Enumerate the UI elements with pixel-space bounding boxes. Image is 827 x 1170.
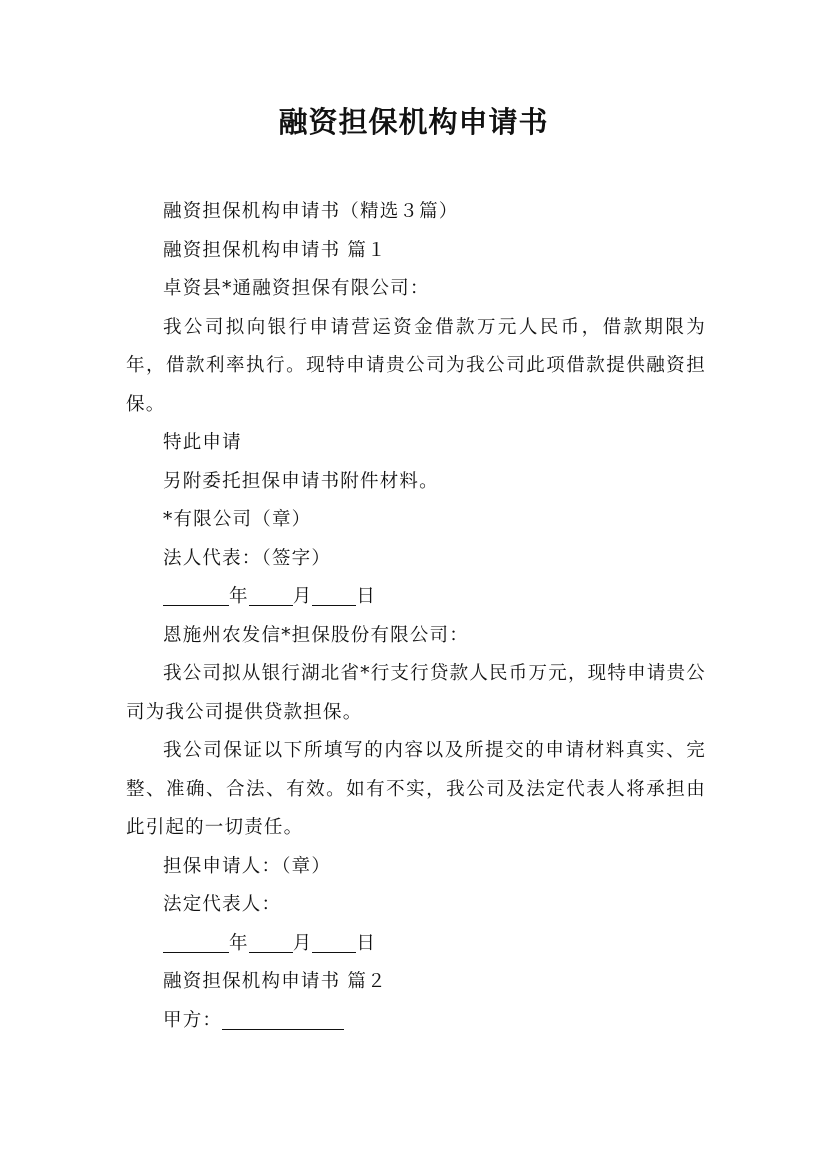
month-blank [249, 583, 293, 606]
letter1-closing: 特此申请 [163, 432, 242, 453]
letter1-company-seal: *有限公司（章） [163, 509, 312, 530]
section1-heading: 融资担保机构申请书 篇１ [163, 239, 387, 261]
letter2-body2: 我公司保证以下所填写的内容以及所提交的申请材料真实、完整、准确、合法、有效。如有不实，我公司及法定代表人将承担由此引起的一切责任。 [126, 740, 706, 838]
letter2-body1: 我公司拟从银行湖北省*行支行贷款人民币万元，现特申请贵公司为我公司提供贷款担保。 [126, 663, 706, 723]
day-blank [312, 930, 356, 953]
letter1-date-line [126, 578, 706, 617]
letter2-applicant: 担保申请人：（章） [163, 855, 332, 877]
document-title: 融资担保机构申请书 [278, 105, 549, 139]
subtitle-selected: 融资担保机构申请书（精选３篇） [163, 201, 459, 222]
letter2-addressee: 恩施州农发信*担保股份有限公司： [163, 624, 469, 646]
letter2-date-line [126, 925, 706, 964]
party-a-blank [222, 1007, 344, 1030]
day-blank [312, 583, 356, 606]
section2-heading: 融资担保机构申请书 篇２ [163, 971, 387, 992]
year-label: 年 [229, 586, 249, 607]
year-label: 年 [229, 932, 249, 954]
party-a-line [126, 1002, 706, 1041]
year-blank [163, 583, 229, 606]
day-label: 日 [356, 586, 377, 607]
day-label: 日 [356, 932, 377, 954]
letter1-addressee: 卓资县*通融资担保有限公司： [163, 278, 430, 299]
letter2-legal-rep: 法定代表人： [163, 894, 282, 915]
month-blank [249, 930, 293, 953]
letter1-attachment: 另附委托担保申请书附件材料。 [163, 470, 439, 492]
letter1-legal-rep: 法人代表：（签字） [163, 547, 332, 569]
year-blank [163, 930, 229, 953]
month-label: 月 [292, 586, 313, 607]
party-a-label: 甲方： [163, 1009, 223, 1031]
document-body [126, 193, 706, 1040]
letter1-body: 我公司拟向银行申请营运资金借款万元人民币，借款期限为年，借款利率执行。现特申请贵公司为我公司此项借款提供融资担保。 [126, 316, 706, 415]
month-label: 月 [292, 932, 313, 954]
